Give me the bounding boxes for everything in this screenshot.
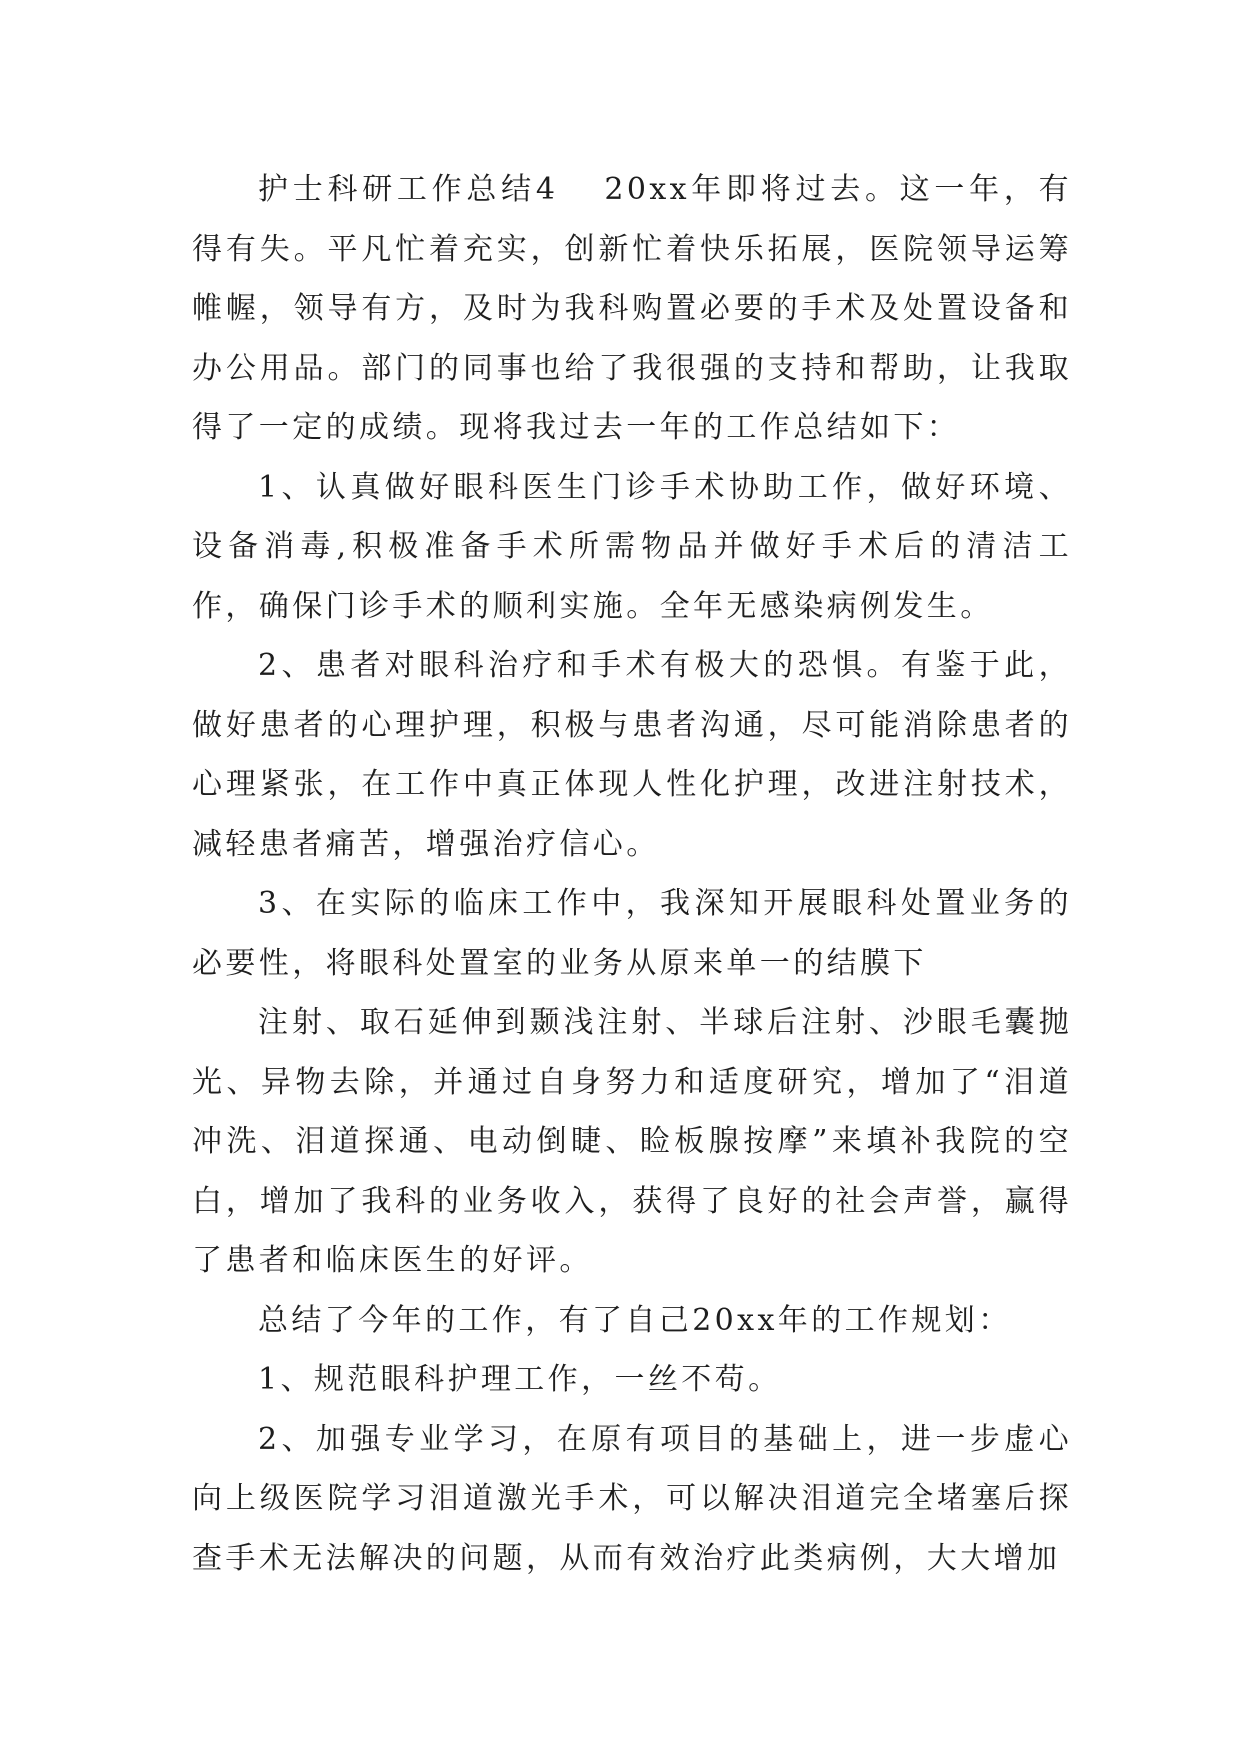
- paragraph: 1、规范眼科护理工作，一丝不苟。: [258, 1362, 782, 1397]
- paragraph: 2、患者对眼科治疗和手术有极大的恐惧。有鉴于此，做好患者的心理护理，积极与患者沟通，尽可能消除患者的心理紧张，在工作中真正体现人性化护理，改进注射技术，减轻患者痛苦，增强治疗信心。: [192, 648, 1072, 862]
- paragraph-text: 20xx年即将过去。这一年，有得有失。平凡忙着充实，创新忙着快乐拓展，医院领导运筹帷幄，领导有方，及时为我科购置必要的手术及处置设备和办公用品。部门的同事也给了我很强的支持和帮助，让我取得了一定的成绩。现将我过去一年的工作总结如下：: [192, 172, 1073, 445]
- paragraph: 2、加强专业学习，在原有项目的基础上，进一步虚心向上级医院学习泪道激光手术，可以解决泪道完全堵塞后探查手术无法解决的问题，从而有效治疗此类病例，大大增加: [192, 1421, 1072, 1576]
- paragraph: 注射、取石延伸到颞浅注射、半球后注射、沙眼毛囊抛光、异物去除，并通过自身努力和适度研究，增加了“泪道冲洗、泪道探通、电动倒睫、睑板腺按摩”来填补我院的空白，增加了我科的业务收入，获得了良好的社会声誉，赢得了患者和临床医生的好评。: [192, 1005, 1072, 1278]
- paragraph: 1、认真做好眼科医生门诊手术协助工作，做好环境、设备消毒,积极准备手术所需物品并做好手术后的清洁工作，确保门诊手术的顺利实施。全年无感染病例发生。: [192, 469, 1072, 624]
- paragraph: 3、在实际的临床工作中，我深知开展眼科处置业务的必要性，将眼科处置室的业务从原来单一的结膜下: [192, 886, 1072, 981]
- paragraph: 总结了今年的工作，有了自己20xx年的工作规划：: [258, 1302, 1012, 1338]
- intro-paragraph: [192, 160, 1072, 458]
- document-title: 护士科研工作总结4: [258, 172, 559, 207]
- document-body: [192, 160, 1072, 1588]
